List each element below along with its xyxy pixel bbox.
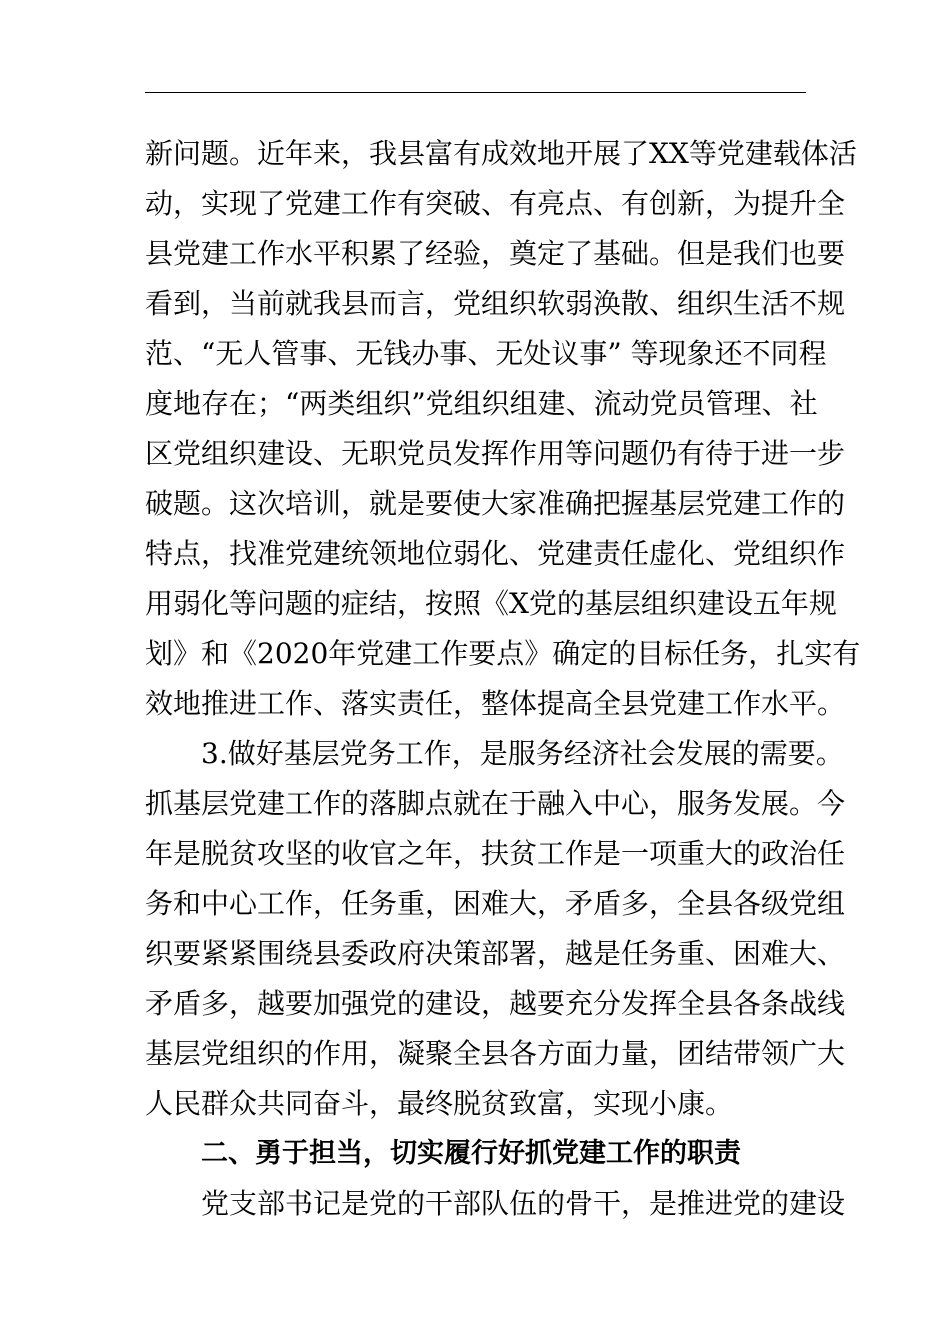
text-line: 用弱化等问题的症结，按照《X党的基层组织建设五年规 (145, 587, 837, 620)
text-line: 务和中心工作，任务重，困难大，矛盾多，全县各级党组 (145, 887, 846, 920)
text-line: 破题。这次培训，就是要使大家准确把握基层党建工作的 (145, 487, 846, 520)
text-line: 织要紧紧围绕县委政府决策部署，越是任务重、困难大、 (145, 937, 846, 970)
section-heading: 二、勇于担当，切实履行好抓党建工作的职责 (201, 1138, 741, 1169)
text-line: 年是脱贫攻坚的收官之年，扶贫工作是一项重大的政治任 (145, 837, 846, 870)
header-rule (145, 92, 806, 93)
text-line: 看到，当前就我县而言，党组织软弱涣散、组织生活不规 (145, 287, 846, 320)
text-line: 县党建工作水平积累了经验，奠定了基础。但是我们也要 (145, 237, 846, 270)
text-line: 区党组织建设、无职党员发挥作用等问题仍有待于进一步 (145, 437, 846, 470)
text-line: 特点，找准党建统领地位弱化、党建责任虚化、党组织作 (145, 537, 846, 570)
text-line: 矛盾多，越要加强党的建设，越要充分发挥全县各条战线 (145, 987, 846, 1020)
paragraph-first-line: 3.做好基层党务工作，是服务经济社会发展的需要。 (201, 737, 844, 770)
text-line: 基层党组织的作用，凝聚全县各方面力量，团结带领广大 (145, 1037, 846, 1070)
text-line: 度地存在；“两类组织”党组织组建、流动党员管理、社 (145, 387, 818, 420)
text-line: 新问题。近年来，我县富有成效地开展了XX等党建载体活 (145, 137, 857, 170)
text-line: 动，实现了党建工作有突破、有亮点、有创新，为提升全 (145, 187, 846, 220)
text-line: 划》和《2020年党建工作要点》确定的目标任务，扎实有 (145, 637, 861, 670)
body-text (145, 129, 861, 1229)
text-line: 范、“无人管事、无钱办事、无处议事” 等现象还不同程 (145, 337, 827, 370)
text-line: 抓基层党建工作的落脚点就在于融入中心，服务发展。今 (145, 787, 846, 820)
text-line: 效地推进工作、落实责任，整体提高全县党建工作水平。 (145, 687, 846, 720)
text-line: 人民群众共同奋斗，最终脱贫致富，实现小康。 (145, 1087, 734, 1120)
paragraph-first-line: 党支部书记是党的干部队伍的骨干，是推进党的建设 (201, 1187, 846, 1220)
